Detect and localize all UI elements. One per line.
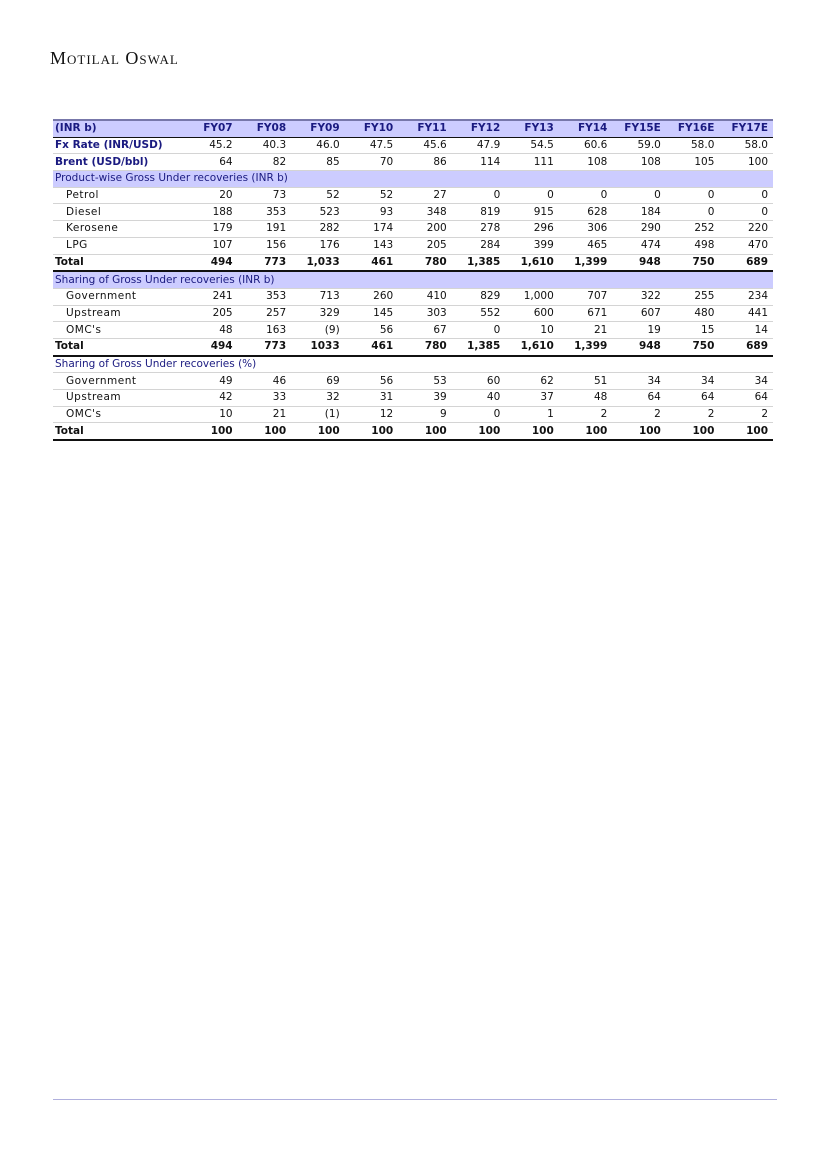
row-label: Government (53, 288, 184, 305)
table-cell: 67 (398, 322, 452, 339)
table-cell: 282 (291, 221, 345, 238)
table-cell: 100 (612, 423, 666, 440)
table-cell: 713 (291, 288, 345, 305)
table-cell: 48 (184, 322, 238, 339)
table-cell: 111 (505, 154, 559, 171)
row-label: Upstream (53, 390, 184, 407)
table-cell: 64 (184, 154, 238, 171)
table-cell: 145 (345, 305, 399, 322)
table-cell: 42 (184, 390, 238, 407)
table-cell: 62 (505, 373, 559, 390)
table-row (53, 373, 773, 390)
row-label: Diesel (53, 204, 184, 221)
table-cell: 278 (452, 221, 506, 238)
table-cell: 2 (719, 406, 773, 423)
table-cell: 100 (345, 423, 399, 440)
table-cell: 915 (505, 204, 559, 221)
table-cell: 523 (291, 204, 345, 221)
table-cell: 15 (666, 322, 720, 339)
table-cell: 52 (345, 187, 399, 204)
table-cell: 480 (666, 305, 720, 322)
table-cell: 93 (345, 204, 399, 221)
table-cell: 0 (666, 187, 720, 204)
table-cell: 0 (612, 187, 666, 204)
table-cell: 70 (345, 154, 399, 171)
table-cell: 46.0 (291, 137, 345, 154)
table-row (53, 390, 773, 407)
table-cell: 51 (559, 373, 613, 390)
column-header: FY10 (345, 120, 399, 137)
table-cell: 1,033 (291, 254, 345, 271)
table-cell: 100 (719, 154, 773, 171)
table-cell: 31 (345, 390, 399, 407)
row-label: Government (53, 373, 184, 390)
table-cell: 100 (184, 423, 238, 440)
table-cell: 108 (559, 154, 613, 171)
table-cell: 48 (559, 390, 613, 407)
table-row (53, 322, 773, 339)
table-cell: 252 (666, 221, 720, 238)
row-label: Sharing of Gross Under recoveries (%) (53, 356, 773, 373)
table-cell: 494 (184, 338, 238, 355)
table-cell: 2 (612, 406, 666, 423)
table-cell: 45.6 (398, 137, 452, 154)
table-cell: 64 (612, 390, 666, 407)
table-cell: 296 (505, 221, 559, 238)
table-cell: 100 (559, 423, 613, 440)
table-cell: 12 (345, 406, 399, 423)
table-row (53, 187, 773, 204)
table-cell: 750 (666, 338, 720, 355)
row-label: OMC's (53, 322, 184, 339)
table-cell: 257 (238, 305, 292, 322)
table-cell: 948 (612, 338, 666, 355)
column-header: FY07 (184, 120, 238, 137)
table-cell: 0 (505, 187, 559, 204)
row-label: Total (53, 254, 184, 271)
table-cell: 20 (184, 187, 238, 204)
table-row (53, 237, 773, 254)
table-cell: 47.5 (345, 137, 399, 154)
column-header: FY16E (666, 120, 720, 137)
row-label: Upstream (53, 305, 184, 322)
table-cell: 220 (719, 221, 773, 238)
table-cell: 600 (505, 305, 559, 322)
row-label: Sharing of Gross Under recoveries (INR b) (53, 271, 773, 288)
column-header: FY08 (238, 120, 292, 137)
table-row (53, 137, 773, 154)
row-label: LPG (53, 237, 184, 254)
row-label: Total (53, 338, 184, 355)
table-cell: 205 (398, 237, 452, 254)
table-cell: 60.6 (559, 137, 613, 154)
table-cell: 184 (612, 204, 666, 221)
table-cell: 27 (398, 187, 452, 204)
table-row (53, 204, 773, 221)
column-header: FY13 (505, 120, 559, 137)
table-cell: 58.0 (719, 137, 773, 154)
table-cell: 329 (291, 305, 345, 322)
table-cell: 85 (291, 154, 345, 171)
table-cell: 234 (719, 288, 773, 305)
table-cell: 441 (719, 305, 773, 322)
table-cell: 100 (398, 423, 452, 440)
table-cell: 671 (559, 305, 613, 322)
total-row (53, 254, 773, 271)
table-cell: 34 (612, 373, 666, 390)
table-row (53, 305, 773, 322)
table-cell: 306 (559, 221, 613, 238)
table-cell: 21 (238, 406, 292, 423)
table-cell: 100 (505, 423, 559, 440)
table-cell: 260 (345, 288, 399, 305)
under-recoveries-table (53, 119, 773, 441)
table-cell: 689 (719, 338, 773, 355)
table-cell: 174 (345, 221, 399, 238)
table-cell: 0 (559, 187, 613, 204)
table-cell: 474 (612, 237, 666, 254)
table-cell: 40 (452, 390, 506, 407)
table-cell: 465 (559, 237, 613, 254)
table-cell: 105 (666, 154, 720, 171)
row-label: Petrol (53, 187, 184, 204)
table-cell: 1,610 (505, 254, 559, 271)
table-cell: 32 (291, 390, 345, 407)
table-cell: 410 (398, 288, 452, 305)
table-cell: 829 (452, 288, 506, 305)
table-cell: 461 (345, 338, 399, 355)
section-header-row (53, 271, 773, 288)
table-cell: 40.3 (238, 137, 292, 154)
table-cell: 0 (666, 204, 720, 221)
table-cell: 205 (184, 305, 238, 322)
brand-logo: Motilal Oswal (50, 48, 179, 68)
section-header-row (53, 171, 773, 188)
table-cell: 241 (184, 288, 238, 305)
table-cell: 53 (398, 373, 452, 390)
table-cell: 773 (238, 338, 292, 355)
column-header: FY15E (612, 120, 666, 137)
table-cell: 819 (452, 204, 506, 221)
table-cell: 9 (398, 406, 452, 423)
table-cell: 100 (719, 423, 773, 440)
table-cell: 1033 (291, 338, 345, 355)
table-cell: 552 (452, 305, 506, 322)
table-cell: 0 (452, 406, 506, 423)
table-cell: 163 (238, 322, 292, 339)
table-cell: 284 (452, 237, 506, 254)
table-cell: 607 (612, 305, 666, 322)
row-label: Brent (USD/bbl) (53, 154, 184, 171)
row-label: OMC's (53, 406, 184, 423)
table-cell: 494 (184, 254, 238, 271)
table-cell: 37 (505, 390, 559, 407)
table-cell: 1,385 (452, 338, 506, 355)
table-cell: 461 (345, 254, 399, 271)
table-cell: 45.2 (184, 137, 238, 154)
table-cell: 1 (505, 406, 559, 423)
table-cell: 707 (559, 288, 613, 305)
row-label: Fx Rate (INR/USD) (53, 137, 184, 154)
table-cell: 19 (612, 322, 666, 339)
table-cell: 780 (398, 338, 452, 355)
table-cell: 56 (345, 373, 399, 390)
table-cell: 303 (398, 305, 452, 322)
table-cell: 176 (291, 237, 345, 254)
table-cell: 64 (719, 390, 773, 407)
table-cell: 107 (184, 237, 238, 254)
table-cell: 69 (291, 373, 345, 390)
table-cell: 1,000 (505, 288, 559, 305)
table-cell: 60 (452, 373, 506, 390)
row-label: Product-wise Gross Under recoveries (INR b) (53, 171, 773, 188)
table-cell: 628 (559, 204, 613, 221)
table-cell: 689 (719, 254, 773, 271)
table-cell: 34 (719, 373, 773, 390)
table-cell: 10 (184, 406, 238, 423)
table-cell: 156 (238, 237, 292, 254)
column-header: FY17E (719, 120, 773, 137)
table-cell: 0 (719, 187, 773, 204)
table-cell: 100 (452, 423, 506, 440)
footer-divider (53, 1099, 777, 1100)
table-cell: 100 (666, 423, 720, 440)
table-cell: 399 (505, 237, 559, 254)
table-cell: 498 (666, 237, 720, 254)
table-cell: 86 (398, 154, 452, 171)
table-cell: 750 (666, 254, 720, 271)
table-cell: 143 (345, 237, 399, 254)
table-cell: 52 (291, 187, 345, 204)
table-cell: 108 (612, 154, 666, 171)
table-cell: 39 (398, 390, 452, 407)
table-cell: 34 (666, 373, 720, 390)
table-cell: 1,399 (559, 254, 613, 271)
table-cell: 179 (184, 221, 238, 238)
table-cell: 353 (238, 204, 292, 221)
table-cell: 100 (291, 423, 345, 440)
table-cell: 255 (666, 288, 720, 305)
column-header: FY09 (291, 120, 345, 137)
table-cell: 290 (612, 221, 666, 238)
table-cell: 10 (505, 322, 559, 339)
table-cell: 46 (238, 373, 292, 390)
row-label: Kerosene (53, 221, 184, 238)
table-cell: 21 (559, 322, 613, 339)
table-cell: 49 (184, 373, 238, 390)
table-cell: 1,399 (559, 338, 613, 355)
table-cell: 348 (398, 204, 452, 221)
section-header-row (53, 356, 773, 373)
table-header-row (53, 120, 773, 137)
column-header-unit: (INR b) (53, 120, 184, 137)
table-cell: 200 (398, 221, 452, 238)
table-row (53, 154, 773, 171)
row-label: Total (53, 423, 184, 440)
table-cell: 82 (238, 154, 292, 171)
total-row (53, 423, 773, 440)
table-cell: 100 (238, 423, 292, 440)
table-cell: 322 (612, 288, 666, 305)
table-cell: 2 (666, 406, 720, 423)
table-cell: 191 (238, 221, 292, 238)
table-row (53, 221, 773, 238)
table-cell: 47.9 (452, 137, 506, 154)
table-row (53, 288, 773, 305)
table-cell: 948 (612, 254, 666, 271)
table-cell: 773 (238, 254, 292, 271)
table-cell: 0 (452, 322, 506, 339)
table-cell: 0 (452, 187, 506, 204)
total-row (53, 338, 773, 355)
table-cell: 353 (238, 288, 292, 305)
column-header: FY11 (398, 120, 452, 137)
column-header: FY14 (559, 120, 613, 137)
table-cell: (1) (291, 406, 345, 423)
table-cell: 54.5 (505, 137, 559, 154)
table-cell: 188 (184, 204, 238, 221)
table-cell: 114 (452, 154, 506, 171)
table-cell: 1,385 (452, 254, 506, 271)
table-row (53, 406, 773, 423)
table-cell: 14 (719, 322, 773, 339)
table-cell: 33 (238, 390, 292, 407)
table-cell: 59.0 (612, 137, 666, 154)
table-cell: 56 (345, 322, 399, 339)
table-cell: 58.0 (666, 137, 720, 154)
table-cell: 1,610 (505, 338, 559, 355)
table-cell: (9) (291, 322, 345, 339)
table-cell: 73 (238, 187, 292, 204)
table-cell: 780 (398, 254, 452, 271)
table-cell: 0 (719, 204, 773, 221)
table-cell: 2 (559, 406, 613, 423)
column-header: FY12 (452, 120, 506, 137)
table-cell: 470 (719, 237, 773, 254)
table-cell: 64 (666, 390, 720, 407)
